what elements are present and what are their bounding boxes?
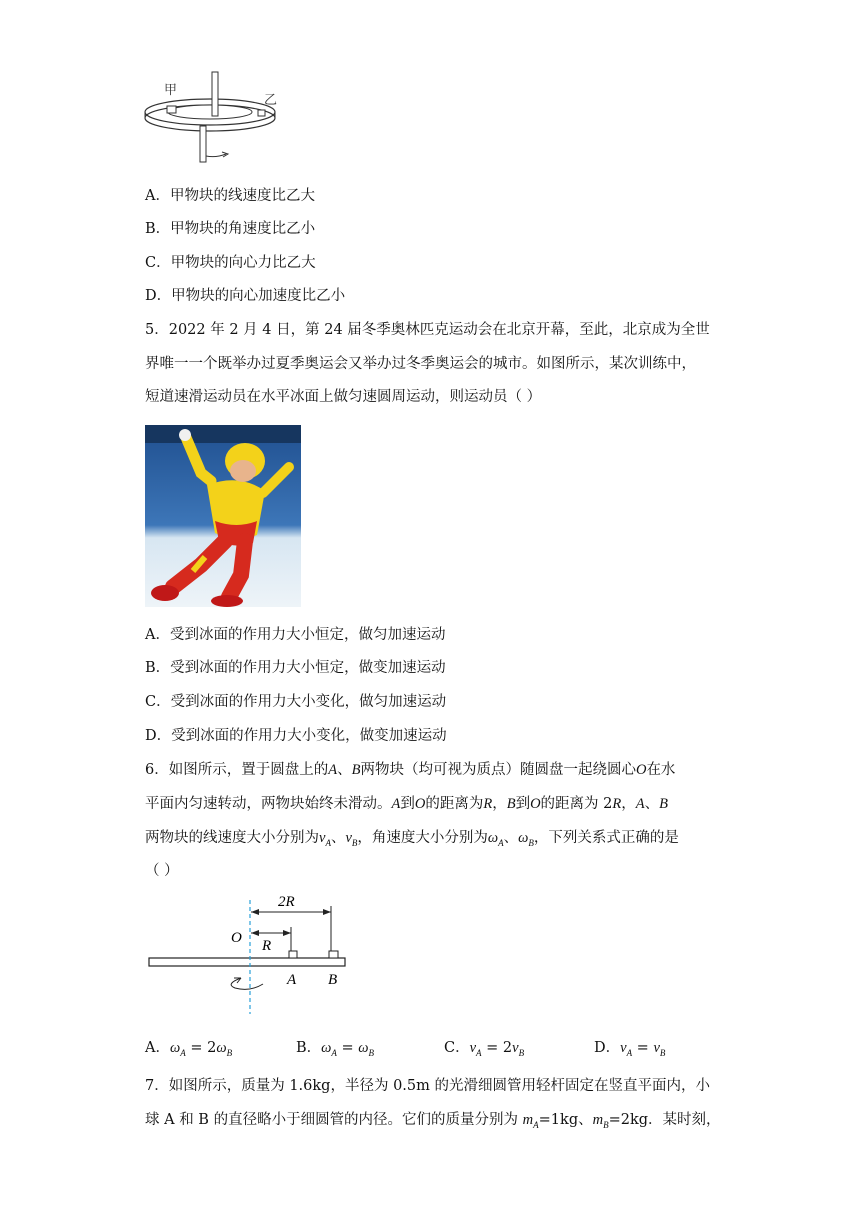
- q5-option-c: C．受到冰面的作用力大小变化，做匀加速运动: [145, 694, 447, 710]
- q6-stem-line3: 两物块的线速度大小分别为$v_A$、$v_B$，角速度大小分别为$\omega_A$、$\omega_B$，下列关系式正确的是: [145, 830, 679, 848]
- label-2r: 2R: [278, 894, 295, 910]
- q6-option-c: C．$v_A = 2v_B$: [444, 1040, 525, 1058]
- q4-option-c: C．甲物块的向心力比乙大: [145, 255, 316, 271]
- q7-stem-line2: 球 A 和 B 的直径略小于细圆管的内径。它们的质量分别为 $m_A=1kg$、$m_B=2kg$．某时刻，: [145, 1112, 721, 1130]
- speed-skater-photo: [145, 425, 301, 607]
- label-o: O: [231, 930, 242, 946]
- q6-stem-line2: 平面内匀速转动，两物块始终未滑动。A到O的距离为R，B到O的距离为 2R，A、B: [145, 796, 668, 812]
- q6-option-b: B．$\omega_A = \omega_B$: [296, 1040, 375, 1058]
- label-yi: 乙: [264, 93, 278, 108]
- q5-option-a: A．受到冰面的作用力大小恒定，做匀加速运动: [145, 627, 446, 643]
- label-r: R: [262, 938, 272, 954]
- q6-option-a: A．$\omega_A = 2\omega_B$: [145, 1040, 233, 1058]
- q4-option-d: D．甲物块的向心加速度比乙小: [145, 288, 346, 304]
- rotating-ring-figure: [140, 70, 290, 170]
- q5-stem-line2: 界唯一一个既举办过夏季奥运会又举办过冬季奥运会的城市。如图所示，某次训练中，: [145, 356, 696, 372]
- q5-option-d: D．受到冰面的作用力大小变化，做变加速运动: [145, 728, 447, 744]
- q5-stem-line3: 短道速滑运动员在水平冰面上做匀速圆周运动，则运动员（ ）: [145, 389, 542, 405]
- label-a: A: [287, 972, 297, 988]
- q7-stem-line1: 7．如图所示，质量为 1.6kg，半径为 0.5m 的光滑细圆管用轻杆固定在竖直平面内，小: [145, 1078, 710, 1094]
- q6-stem-line1: 6．如图所示，置于圆盘上的A、B两物块（均可视为质点）随圆盘一起绕圆心O在水: [145, 762, 676, 778]
- q6-option-d: D．$v_A = v_B$: [594, 1040, 666, 1058]
- label-b: B: [328, 972, 338, 988]
- disk-figure: [145, 892, 355, 1017]
- q6-stem-line4: （ ）: [145, 863, 179, 879]
- q4-option-a: A．甲物块的线速度比乙大: [145, 188, 315, 204]
- q5-stem-line1: 5．2022 年 2 月 4 日，第 24 届冬季奥林匹克运动会在北京开幕，至此，北京成为全世: [145, 322, 710, 338]
- q4-option-b: B．甲物块的角速度比乙小: [145, 221, 316, 237]
- q5-option-b: B．受到冰面的作用力大小恒定，做变加速运动: [145, 660, 446, 676]
- label-jia: 甲: [164, 83, 178, 98]
